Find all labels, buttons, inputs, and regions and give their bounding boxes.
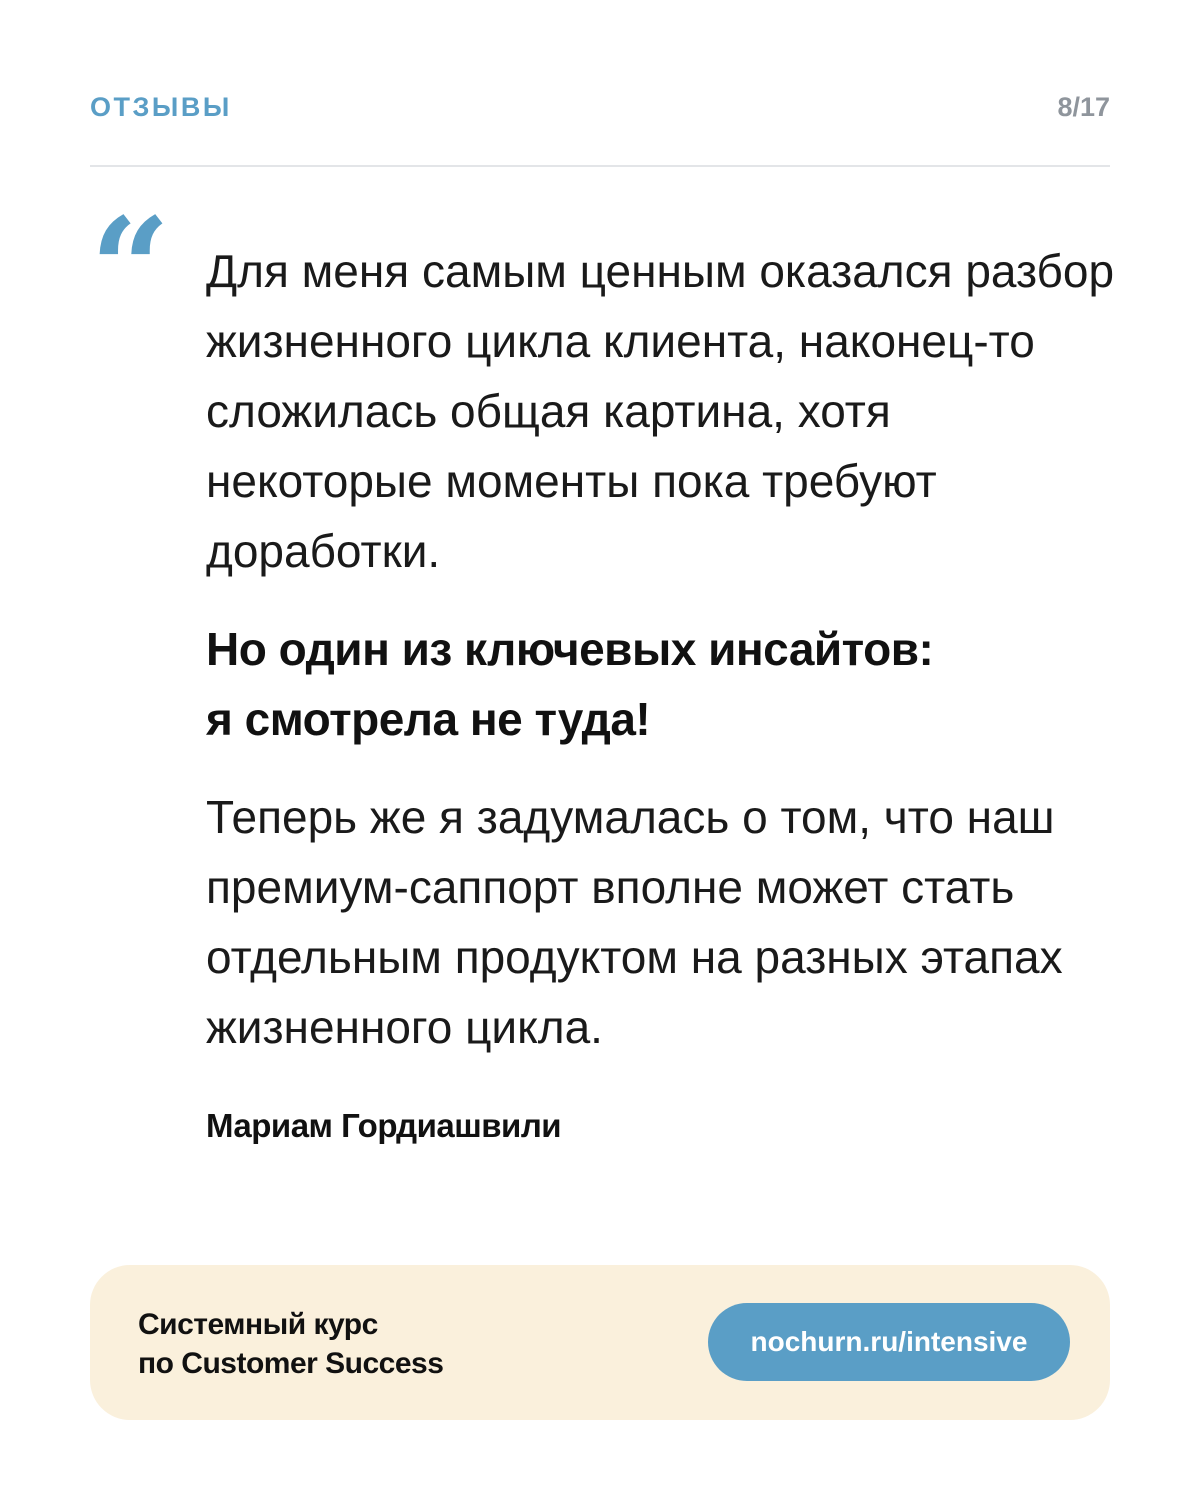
quote-highlight (206, 614, 1126, 754)
course-title (138, 1305, 558, 1383)
testimonial-quote (206, 236, 1126, 1062)
course-title-line-2: по Customer Success (138, 1347, 444, 1380)
course-link-button[interactable]: nochurn.ru/intensive (708, 1303, 1070, 1381)
quote-paragraph-1: Для меня самым ценным оказался разбор жизненного цикла клиента, наконец-то сложилась общая картина, хотя некоторые моменты пока требуют доработки. (206, 245, 1115, 577)
page-counter: 8/17 (1057, 92, 1110, 122)
section-label: ОТЗЫВЫ (90, 92, 232, 122)
quote-author: Мариам Гордиашвили (206, 1107, 562, 1144)
header-divider (90, 165, 1110, 167)
course-promo-card (90, 1265, 1110, 1420)
header (90, 92, 1110, 132)
quote-highlight-line-2: я смотрела не туда! (206, 693, 651, 745)
quote-highlight-line-1: Но один из ключевых инсайтов: (206, 623, 934, 675)
quote-open-icon: “ (90, 188, 171, 352)
quote-paragraph-3: Теперь же я задумалась о том, что наш премиум-саппорт вполне может стать отдельным продуктом на разных этапах жизненного цикла. (206, 791, 1063, 1053)
course-title-line-1: Системный курс (138, 1308, 378, 1341)
